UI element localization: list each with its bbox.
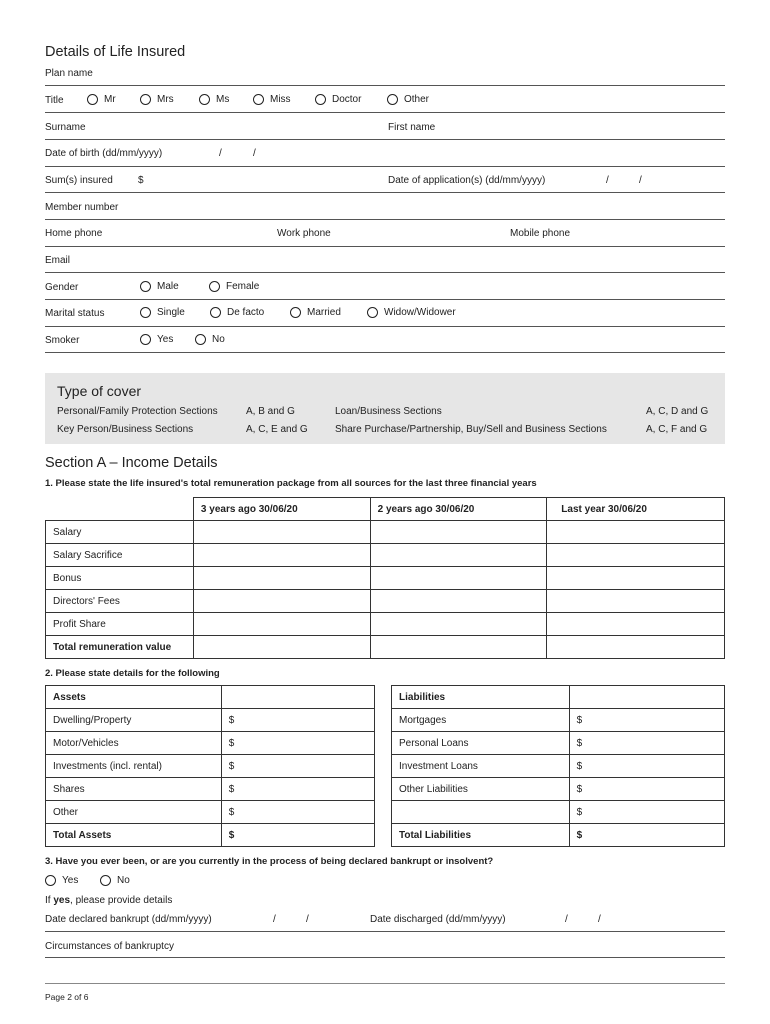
- radio-icon: [199, 94, 210, 105]
- gender-label: Gender: [45, 282, 79, 293]
- marital-option-defacto[interactable]: De facto: [210, 307, 264, 318]
- radio-icon: [87, 94, 98, 105]
- divider: [45, 246, 725, 247]
- plan-name-label: Plan name: [45, 68, 93, 79]
- cover-row-2-d: A, C, F and G: [646, 424, 708, 435]
- section-a-heading: Section A – Income Details: [45, 455, 218, 471]
- cover-row-1-a: Personal/Family Protection Sections: [57, 406, 218, 417]
- radio-icon: [140, 94, 151, 105]
- radio-icon: [209, 281, 220, 292]
- title-option-mr[interactable]: Mr: [87, 94, 116, 105]
- divider: [45, 112, 725, 113]
- radio-icon: [45, 875, 56, 886]
- radio-icon: [367, 307, 378, 318]
- table-row: Dwelling/Property $: [46, 709, 375, 732]
- marital-option-widow[interactable]: Widow/Widower: [367, 307, 456, 318]
- radio-icon: [140, 334, 151, 345]
- title-option-mrs[interactable]: Mrs: [140, 94, 174, 105]
- table-row: Investments (incl. rental) $: [46, 755, 375, 778]
- table-row: Other $: [46, 801, 375, 824]
- dob-label: Date of birth (dd/mm/yyyy): [45, 148, 163, 159]
- page-number: Page 2 of 6: [45, 992, 89, 1002]
- radio-icon: [140, 307, 151, 318]
- divider: [45, 272, 725, 273]
- date-slash: /: [639, 175, 642, 186]
- section-heading-life-insured: Details of Life Insured: [45, 44, 186, 60]
- cover-row-2-b: A, C, E and G: [246, 424, 308, 435]
- column-header: Last year 30/06/20: [547, 498, 725, 521]
- dollar-sign: $: [138, 175, 144, 186]
- mobile-phone-label: Mobile phone: [510, 228, 571, 239]
- divider: [45, 299, 725, 300]
- table-header-row: Assets: [46, 686, 375, 709]
- bankrupt-option-no[interactable]: No: [100, 875, 130, 886]
- cover-row-2-a: Key Person/Business Sections: [57, 424, 194, 435]
- marital-option-married[interactable]: Married: [290, 307, 341, 318]
- divider: [45, 326, 725, 327]
- title-option-miss[interactable]: Miss: [253, 94, 291, 105]
- cover-row-1-b: A, B and G: [246, 406, 295, 417]
- divider: [45, 957, 725, 958]
- table-row: Shares $: [46, 778, 375, 801]
- table-row: Motor/Vehicles $: [46, 732, 375, 755]
- date-slash: /: [565, 914, 568, 925]
- date-slash: /: [306, 914, 309, 925]
- column-header: 2 years ago 30/06/20: [370, 498, 547, 521]
- question-2: 2. Please state details for the following: [45, 668, 220, 679]
- table-row: Other Liabilities $: [392, 778, 725, 801]
- radio-icon: [140, 281, 151, 292]
- marital-status-label: Marital status: [45, 308, 105, 319]
- table-header-row: Liabilities: [392, 686, 725, 709]
- table-row: Bonus: [46, 567, 725, 590]
- cover-row-1-c: Loan/Business Sections: [335, 406, 442, 417]
- footer-divider: [45, 983, 725, 984]
- remuneration-table: [45, 497, 725, 659]
- cover-row-1-d: A, C, D and G: [646, 406, 709, 417]
- date-application-label: Date of application(s) (dd/mm/yyyy): [388, 175, 546, 186]
- email-label: Email: [45, 255, 71, 266]
- date-slash: /: [253, 148, 256, 159]
- home-phone-label: Home phone: [45, 228, 103, 239]
- table-row-total: Total remuneration value: [46, 636, 725, 659]
- table-row: Profit Share: [46, 613, 725, 636]
- date-declared-label: Date declared bankrupt (dd/mm/yyyy): [45, 914, 212, 925]
- date-slash: /: [219, 148, 222, 159]
- gender-option-female[interactable]: Female: [209, 281, 259, 292]
- radio-icon: [387, 94, 398, 105]
- divider: [45, 219, 725, 220]
- radio-icon: [195, 334, 206, 345]
- title-option-ms[interactable]: Ms: [199, 94, 229, 105]
- liabilities-table: [391, 685, 725, 847]
- radio-icon: [315, 94, 326, 105]
- table-corner: [46, 498, 194, 521]
- type-of-cover-heading: Type of cover: [57, 383, 142, 399]
- table-row: Investment Loans $: [392, 755, 725, 778]
- divider: [45, 139, 725, 140]
- date-discharged-label: Date discharged (dd/mm/yyyy): [370, 914, 506, 925]
- table-row-total: Total Assets $: [46, 824, 375, 847]
- smoker-label: Smoker: [45, 335, 80, 346]
- divider: [45, 352, 725, 353]
- divider: [45, 192, 725, 193]
- question-3: 3. Have you ever been, or are you currently in the process of being declared bankrupt or insolvent?: [45, 856, 494, 867]
- type-of-cover-panel: [45, 373, 725, 444]
- question-1: 1. Please state the life insured's total remuneration package from all sources for the last three financial years: [45, 478, 537, 489]
- radio-icon: [210, 307, 221, 318]
- member-number-label: Member number: [45, 202, 119, 213]
- table-row: Mortgages $: [392, 709, 725, 732]
- circumstances-label: Circumstances of bankruptcy: [45, 941, 174, 952]
- radio-icon: [100, 875, 111, 886]
- divider: [45, 85, 725, 86]
- assets-table: [45, 685, 375, 847]
- gender-option-male[interactable]: Male: [140, 281, 179, 292]
- date-slash: /: [598, 914, 601, 925]
- table-row: Directors' Fees: [46, 590, 725, 613]
- table-row: Salary Sacrifice: [46, 544, 725, 567]
- radio-icon: [290, 307, 301, 318]
- title-option-doctor[interactable]: Doctor: [315, 94, 361, 105]
- marital-option-single[interactable]: Single: [140, 307, 185, 318]
- date-slash: /: [606, 175, 609, 186]
- table-row: $: [392, 801, 725, 824]
- title-option-other[interactable]: Other: [387, 94, 429, 105]
- first-name-label: First name: [388, 122, 436, 133]
- surname-label: Surname: [45, 122, 86, 133]
- table-row: Salary: [46, 521, 725, 544]
- cover-row-2-c: Share Purchase/Partnership, Buy/Sell and Business Sections: [335, 424, 607, 435]
- radio-icon: [253, 94, 264, 105]
- smoker-option-yes[interactable]: Yes: [140, 334, 173, 345]
- divider: [45, 166, 725, 167]
- title-label: Title: [45, 95, 64, 106]
- table-row: Personal Loans $: [392, 732, 725, 755]
- date-slash: /: [273, 914, 276, 925]
- smoker-option-no[interactable]: No: [195, 334, 225, 345]
- divider: [45, 931, 725, 932]
- table-row-total: Total Liabilities $: [392, 824, 725, 847]
- work-phone-label: Work phone: [277, 228, 331, 239]
- bankrupt-option-yes[interactable]: Yes: [45, 875, 78, 886]
- sums-insured-label: Sum(s) insured: [45, 175, 113, 186]
- if-yes-text: If yes, please provide details: [45, 895, 173, 906]
- column-header: 3 years ago 30/06/20: [193, 498, 370, 521]
